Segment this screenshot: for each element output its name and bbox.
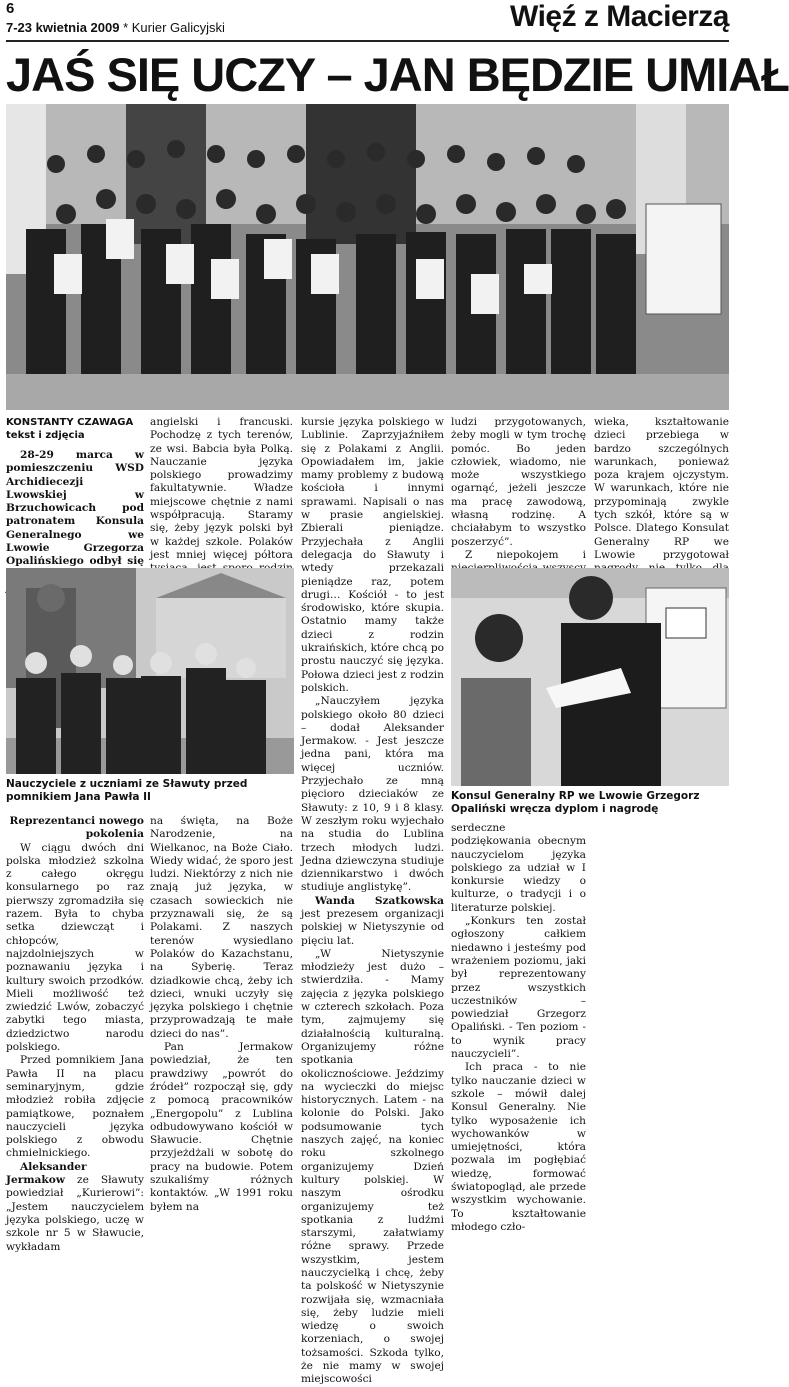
group-photo xyxy=(6,104,729,410)
author-name: KONSTANTY CZAWAGA xyxy=(6,417,134,428)
issue-date-text: 7-23 kwietnia 2009 xyxy=(6,20,120,35)
paragraph: serdeczne podziękowania obecnym nauczycielom języka polskiego za udział w I konkursie wiedzy o kulturze, o tradycji i o literaturze polskiej. xyxy=(451,822,586,914)
author-role: tekst i zdjęcia xyxy=(6,430,85,441)
paragraph xyxy=(301,895,444,948)
page-header xyxy=(0,0,735,40)
teachers-photo xyxy=(6,568,294,774)
article-headline: JAŚ SIĘ UCZY – JAN BĘDZIE UMIAŁ xyxy=(6,48,789,101)
award-photo xyxy=(451,568,729,786)
article-column-4-bottom xyxy=(451,822,586,1233)
speaker-name: Aleksander Jermakow xyxy=(6,1160,87,1187)
article-column-2-bottom xyxy=(150,815,293,1213)
paragraph xyxy=(6,1161,144,1254)
page-number: 6 xyxy=(6,0,15,17)
paragraph: „Konkurs ten został ogłoszony całkiem niedawno i jesteśmy pod wrażeniem poziomu, jaki był reprezentowany przez wszystkich uczestników – powiedział Grzegorz Opaliński. - Ten poziom - to wynik pracy nauczycieli”. xyxy=(451,915,586,1061)
header-rule xyxy=(6,40,729,42)
paragraph: wieka, kształtowanie dzieci przebiega w bardzo szczególnych warunkach, ponieważ poza krajem ojczystym. W warunkach, które nie przypominają zwykle tych szkół, które są w Polsce. Dlatego Konsulat Generalny RP we Lwowie przygotował xyxy=(594,416,729,561)
article-lead: 28-29 marca w pomieszczeniu WSD Archidiecezji Lwowskiej w Brzuchowicach pod patronatem Konsula Generalnego we Lwowie Grzegorza Opalińskiego odbył się xyxy=(6,449,144,568)
paragraph: „Nauczyłem języka polskiego około 80 dzieci – dodał Aleksander Jermakow. - Jest jeszcze jedna pani, która ma więcej uczniów. Przyjechało ze mną pięcioro dzieciaków ze Sławuty: z 10, 9 i 8 klasy. W zeszłym roku wyjechało na studia do Lublina trzech młodych ludzi. Jedna dziewczyna studiuje dziennikarstwo i dwóch studiuje anglistykę”. xyxy=(301,695,444,894)
article-column-5-top xyxy=(594,416,729,564)
paragraph: ludzi przygotowanych, żeby mogli w tym trochę pomóc. Bo jeden człowiek, wiadomo, nie może wszystkiego ogarnąć, jeżeli jeszcze ma pracę zawodową, własną rodzinę. A chciałabym to wszystko poszerzyć”. xyxy=(451,416,586,548)
paragraph: kursie języka polskiego w Lublinie. Zaprzyjaźniłem się z Polakami z Anglii. Opowiadałem im, jakie mamy problemy z budową kościoła i innymi sprawami. Napisali o nas w prasie angielskiej. Zbierali pieniądze. Przyjechała z Anglii delegacja do Sławuty i wtedy przekazali pieniądze raz, potem drugi… Kościół - to jest środowisko, które skupia. Ostatnio mamy także dzieci z rodzin ukraińskich, które chcą po prostu nauczyć się języka. Połowa dzieci jest z rodzin polskich. xyxy=(301,416,444,694)
paragraph: W ciągu dwóch dni polska młodzież szkolna z całego okręgu konsularnego po raz pierwszy zgromadziła się razem. Była to chyba setka dziewcząt i chłopców, najzdolniejszych w poznawaniu języka i kultury swoich przodków. Mieli możliwość też zwiedzić Lwów, zobaczyć zabytki tego miasta, dziedzictwo narodu polskiego. xyxy=(6,841,144,1054)
article-column-1-bottom xyxy=(6,815,145,1253)
speaker-name: Wanda Szatkowska xyxy=(315,894,444,907)
paragraph-end: ze Sławuty powiedział „Kurierowi”: „Jestem nauczycielem języka polskiego, uczę w szkole nr 5 w Sławucie, wykładam xyxy=(6,1174,145,1253)
left-photo-caption: Nauczyciele z uczniami ze Sławuty przed pomnikiem Jana Pawła II xyxy=(6,778,248,803)
issue-date xyxy=(6,20,225,35)
paragraph: Pan Jermakow powiedział, że ten prawdziwy „powrót do źródeł” rozpoczął się, gdy z pomocą pracowników „Energopolu” z Lublina odbudowywano kościół w Sławucie. Chętnie przyjeżdżali w sobotę do pracy na budowie. Potem szukaliśmy różnych kontaktów. „W 1991 roku byłem na xyxy=(150,1041,293,1213)
paragraph: angielski i francuski. Pochodzę z tych terenów, ze wsi. Babcia była Polką. Nauczanie języka polskiego prowadzimy fakultatywnie. Władze miejscowe chętnie z nami współpracują. Staramy się, żeby język polski był w każdej szkole. Polaków jest mniej więcej półtora xyxy=(150,416,293,561)
speaker-intro: jest prezesem organizacji polskiej w Nietyszynie od pięciu lat. xyxy=(301,907,444,947)
article-column-2-top xyxy=(150,416,293,564)
paragraph: Przed pomnikiem Jana Pawła II na placu seminaryjnym, gdzie młodzież robiła zdjęcie pamiątkowe, poznałem nauczycieli języka polskiego z obwodu chmielnickiego. xyxy=(6,1054,144,1160)
right-photo-caption: Konsul Generalny RP we Lwowie Grzegorz Opaliński wręcza dyplom i nagrodę xyxy=(451,790,700,815)
article-intro-column xyxy=(6,416,144,568)
publication-name: Kurier Galicyjski xyxy=(131,20,225,35)
paragraph: „W Nietyszynie młodzieży jest dużo – stwierdziła. - Mamy zajęcia z języka polskiego w czterech szkołach. Poza tym, zajmujemy się działalnością kulturalną. Organizujemy różne spotkania okolicznościowe. Jeździmy na wycieczki do miejsc historycznych. Latem - na kolonie do Polski. Jako podsumowanie tych naszych zajęć, na koniec roku szkolnego organizujemy Dzień kultury polskiej. W naszym ośrodku organizujemy też spotkania z ludźmi starszymi, załatwiamy różne sprawy. Przede wszystkim, jestem nauczycielką i chcę, żeby ta polskość w Nietyszynie rozwijała się, wzmacniała się, żeby ludzie mieli wiedzę o swoich korzeniach, o swojej tożsamości. Szkoda tylko, że nie mamy w swojej miejscowości xyxy=(301,947,444,1386)
subheading: Reprezentanci nowego pokolenia xyxy=(9,815,144,841)
date-separator: * xyxy=(119,20,132,35)
article-column-4-top xyxy=(451,416,586,564)
article-column-3 xyxy=(301,416,444,1386)
paragraph: na święta, na Boże Narodzenie, na Wielkanoc, na Boże Ciało. Wiedy widać, że sporo jest ludzi. Niektórzy z nich nie znają już języka, w czasach sowieckich nie przyznawali się, że są Polakami. Z naszych terenów wysiedlano Polaków do Kazachstanu, na Syberię. Teraz dziadkowie chcą, żeby ich dzieci, wnuki uczyły się języka polskiego i chętnie przyprowadzają te małe dzieci do nas”. xyxy=(150,815,293,1040)
paragraph-start: Z niepokojem i xyxy=(465,548,586,561)
paragraph: Ich praca - to nie tylko nauczanie dzieci w szkole – mówił dalej Konsul Generalny. Nie tylko wyposażenie ich wychowanków w umiejętności, która pozwala im pogłębiać wiedzę, formować światopogląd, ale przede wszystkim wychowanie. To kształtowanie młodego czło- xyxy=(451,1061,586,1233)
section-title: Więź z Macierzą xyxy=(510,0,729,33)
